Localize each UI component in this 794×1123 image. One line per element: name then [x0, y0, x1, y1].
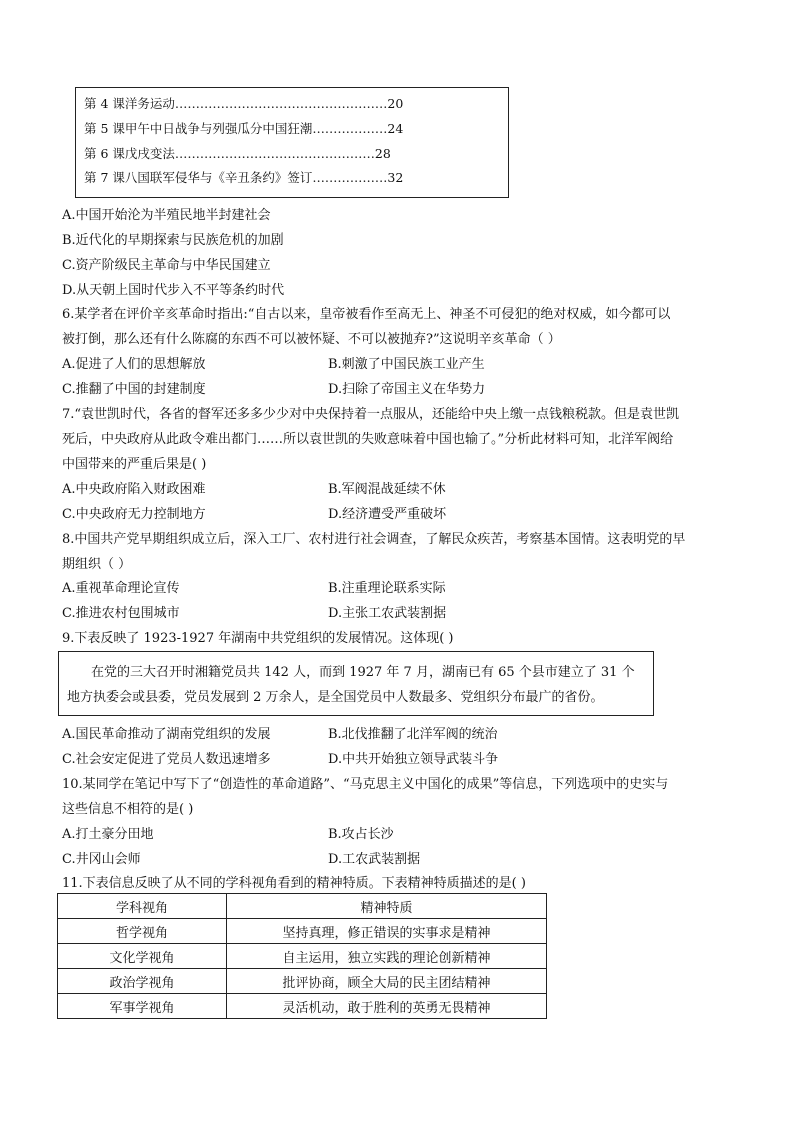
- q7-stem-line: 中国带来的严重后果是( ): [62, 457, 207, 472]
- table-row: [58, 969, 547, 994]
- q7-option-a: A.中央政府陷入财政困难: [62, 482, 206, 497]
- q8-option-b: B.注重理论联系实际: [328, 581, 446, 596]
- table-row: [58, 919, 547, 944]
- q7-option-b: B.军阀混战延续不休: [328, 482, 446, 497]
- toc-line: 第 4 课洋务运动……………………………………………20: [84, 96, 404, 111]
- table-cell: 灵活机动，敢于胜利的英勇无畏精神: [226, 994, 546, 1019]
- q6-option-b: B.刺激了中国民族工业产生: [328, 357, 485, 372]
- toc-line: 第 5 课甲午中日战争与列强瓜分中国狂潮………………24: [84, 121, 404, 136]
- q9-option-c: C.社会安定促进了党员人数迅速增多: [62, 752, 271, 767]
- toc-line: 第 6 课戊戌变法…………………………………………28: [84, 146, 391, 161]
- q8-option-c: C.推进农村包围城市: [62, 606, 180, 621]
- table-cell: 文化学视角: [58, 944, 227, 969]
- q10-stem-line: 10.某同学在笔记中写下了“创造性的革命道路”、“马克思主义中国化的成果”等信息，下列选项中的史实与: [62, 777, 669, 792]
- q10-stem-line: 这些信息不相符的是( ): [62, 802, 194, 817]
- q7-option-d: D.经济遭受严重破坏: [328, 507, 447, 522]
- table-row: [58, 944, 547, 969]
- q8-option-a: A.重视革命理论宣传: [62, 581, 180, 596]
- q9-option-a: A.国民革命推动了湖南党组织的发展: [62, 727, 271, 742]
- table-header-row: [58, 894, 547, 919]
- q5-option-d: D.从天朝上国时代步入不平等条约时代: [62, 283, 285, 298]
- q5-option-a: A.中国开始沦为半殖民地半封建社会: [62, 208, 271, 223]
- q7-stem-line: 死后，中央政府从此政令难出都门……所以袁世凯的失败意味着中国也输了。”分析此材料可知，北洋军阀给: [62, 432, 674, 447]
- q6-option-c: C.推翻了中国的封建制度: [62, 382, 206, 397]
- table-cell: 军事学视角: [58, 994, 227, 1019]
- q6-stem-line: 6.某学者在评价辛亥革命时指出:“自古以来，皇帝被看作至高无上、神圣不可侵犯的绝对权威，如今都可以: [62, 307, 671, 322]
- table-cell: 哲学视角: [58, 919, 227, 944]
- table-header-cell: 精神特质: [226, 894, 546, 919]
- q7-stem-line: 7.“袁世凯时代，各省的督军还多多少少对中央保持着一点服从，还能给中央上缴一点钱粮税款。但是袁世凯: [62, 407, 680, 422]
- q9-quote-line: 在党的三大召开时湘籍党员共 142 人，而到 1927 年 7 月，湖南已有 65 个县市建立了 31 个: [91, 665, 635, 680]
- table-row: [58, 994, 547, 1019]
- table-cell: 批评协商，顾全大局的民主团结精神: [226, 969, 546, 994]
- q7-option-c: C.中央政府无力控制地方: [62, 507, 206, 522]
- q8-stem-line: 8.中国共产党早期组织成立后，深入工厂、农村进行社会调查，了解民众疾苦，考察基本国情。这表明党的早: [62, 532, 686, 547]
- q10-option-c: C.井冈山会师: [62, 852, 141, 867]
- spirit-table: [57, 893, 547, 1019]
- q6-option-d: D.扫除了帝国主义在华势力: [328, 382, 486, 397]
- q5-option-b: B.近代化的早期探索与民族危机的加剧: [62, 233, 284, 248]
- q5-option-c: C.资产阶级民主革命与中华民国建立: [62, 258, 271, 273]
- toc-line: 第 7 课八国联军侵华与《辛丑条约》签订………………32: [84, 170, 404, 185]
- table-header-cell: 学科视角: [58, 894, 227, 919]
- q8-stem-line: 期组织（ ）: [62, 557, 132, 572]
- table-cell: 自主运用，独立实践的理论创新精神: [226, 944, 546, 969]
- q9-option-b: B.北伐推翻了北洋军阀的统治: [328, 727, 498, 742]
- q9-quote-box: [58, 651, 654, 716]
- q11-stem: 11.下表信息反映了从不同的学科视角看到的精神特质。下表精神特质描述的是( ): [62, 876, 526, 891]
- q10-option-a: A.打土豪分田地: [62, 827, 154, 842]
- q10-option-d: D.工农武装割据: [328, 852, 421, 867]
- q9-option-d: D.中共开始独立领导武装斗争: [328, 752, 499, 767]
- q6-option-a: A.促进了人们的思想解放: [62, 357, 206, 372]
- q6-stem-line: 被打倒，那么还有什么陈腐的东西不可以被怀疑、不可以被抛弃?”这说明辛亥革命（ ）: [62, 332, 561, 347]
- table-cell: 政治学视角: [58, 969, 227, 994]
- q8-option-d: D.主张工农武装割据: [328, 606, 447, 621]
- q10-option-b: B.攻占长沙: [328, 827, 394, 842]
- toc-box: [75, 87, 509, 198]
- q9-stem: 9.下表反映了 1923-1927 年湖南中共党组织的发展情况。这体现( ): [62, 631, 454, 646]
- table-cell: 坚持真理，修正错误的实事求是精神: [226, 919, 546, 944]
- q9-quote-line: 地方执委会或县委，党员发展到 2 万余人，是全国党员中人数最多、党组织分布最广的省份。: [67, 690, 604, 705]
